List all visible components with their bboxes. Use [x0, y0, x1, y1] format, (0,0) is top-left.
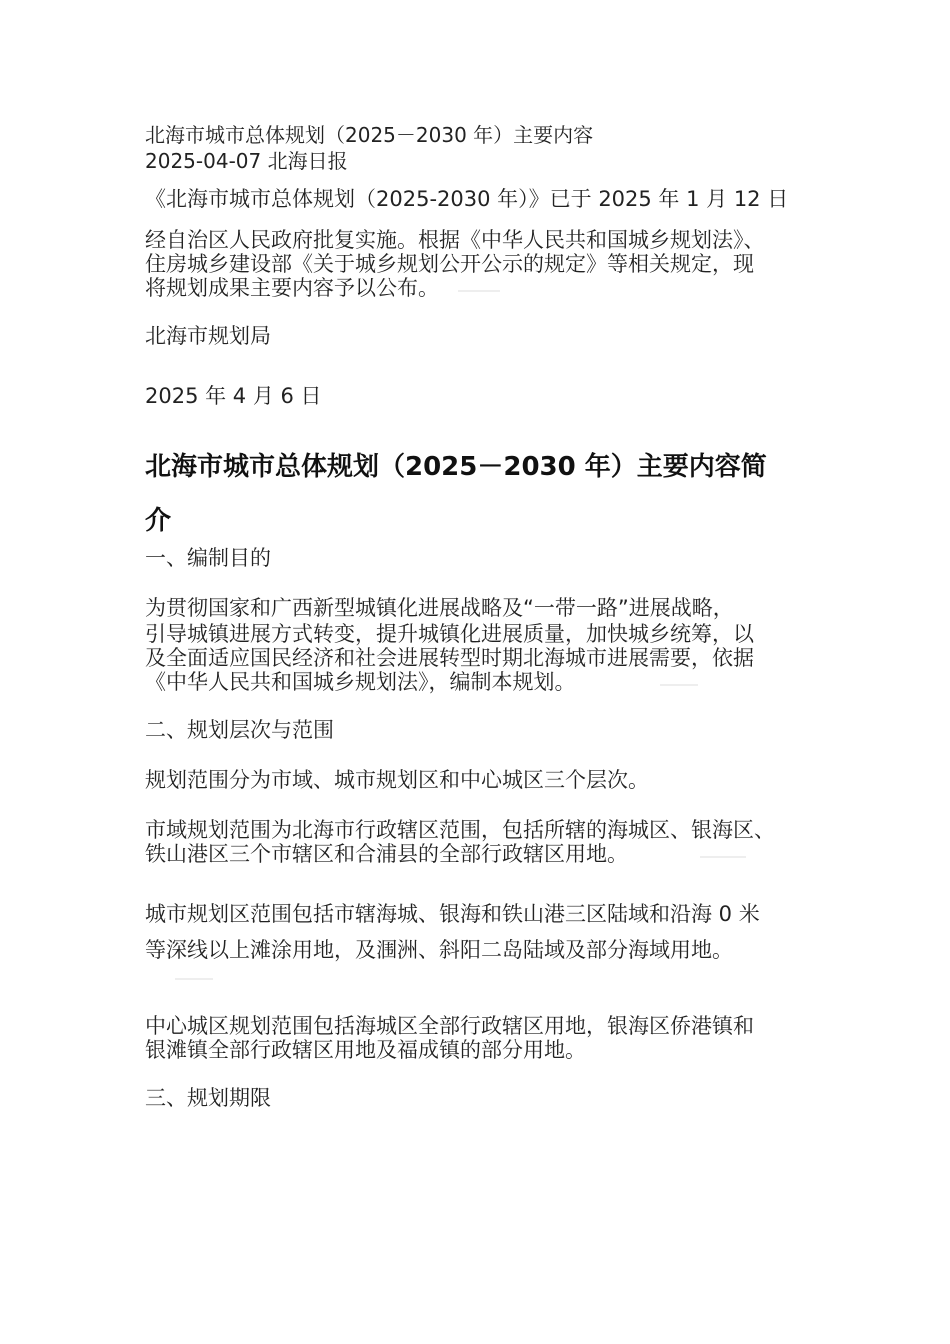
paragraph-line: 等深线以上滩涂用地，及涠洲、斜阳二岛陆域及部分海域用地。 [145, 938, 733, 962]
announcement-line: 《北海市城市总体规划（2025-2030 年）》已于 2025 年 1 月 12 日 [145, 187, 789, 211]
paragraph-line: 及全面适应国民经济和社会进展转型时期北海城市进展需要，依据 [145, 646, 754, 670]
paragraph-line: 铁山港区三个市辖区和合浦县的全部行政辖区用地。 [145, 842, 628, 866]
faint-watermark-mark [458, 290, 500, 292]
faint-watermark-mark [660, 684, 698, 686]
announcement-paragraph-line: 住房城乡建设部《关于城乡规划公开公示的规定》等相关规定，现 [145, 252, 754, 276]
document-title: 北海市城市总体规划（2025－2030 年）主要内容 [145, 123, 594, 147]
paragraph-line: 《中华人民共和国城乡规划法》，编制本规划。 [145, 670, 576, 694]
paragraph-line: 中心城区规划范围包括海城区全部行政辖区用地，银海区侨港镇和 [145, 1014, 754, 1038]
paragraph: 规划范围分为市域、城市规划区和中心城区三个层次。 [145, 768, 649, 792]
announcement-paragraph-line: 将规划成果主要内容予以公布。 [145, 276, 439, 300]
section-title: 二、规划层次与范围 [145, 718, 334, 742]
paragraph-line: 市域规划范围为北海市行政辖区范围，包括所辖的海城区、银海区、 [145, 818, 775, 842]
paragraph-line: 为贯彻国家和广西新型城镇化进展战略及“一带一路”进展战略， [145, 596, 734, 620]
announcement-date: 2025 年 4 月 6 日 [145, 384, 322, 408]
intro-heading: 介 [145, 506, 172, 536]
signer: 北海市规划局 [145, 324, 271, 348]
faint-watermark-mark [175, 978, 213, 980]
intro-heading: 北海市城市总体规划（2025－2030 年）主要内容简 [145, 452, 767, 482]
faint-watermark-mark [700, 856, 746, 858]
paragraph-line: 引导城镇进展方式转变，提升城镇化进展质量，加快城乡统筹，以 [145, 622, 754, 646]
publish-meta: 2025-04-07 北海日报 [145, 149, 348, 173]
section-title: 一、编制目的 [145, 546, 271, 570]
announcement-paragraph-line: 经自治区人民政府批复实施。根据《中华人民共和国城乡规划法》、 [145, 228, 765, 252]
section-title: 三、规划期限 [145, 1086, 271, 1110]
paragraph-line: 城市规划区范围包括市辖海城、银海和铁山港三区陆域和沿海 0 米 [145, 902, 760, 926]
paragraph-line: 银滩镇全部行政辖区用地及福成镇的部分用地。 [145, 1038, 586, 1062]
